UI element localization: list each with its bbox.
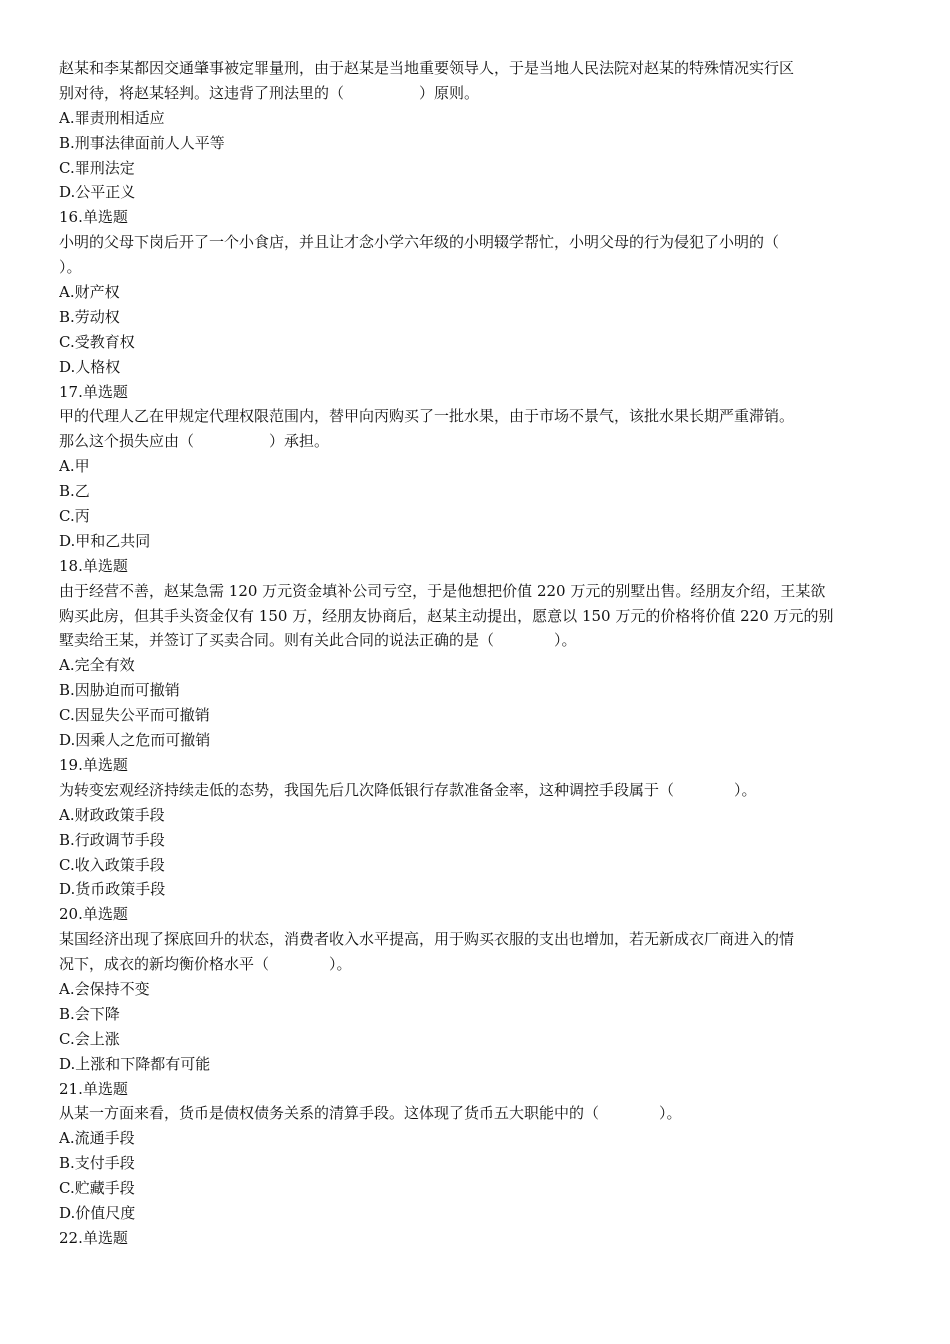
option-c: C.贮藏手段: [59, 1179, 135, 1198]
question-text-line: 墅卖给王某，并签订了买卖合同。则有关此合同的说法正确的是（ ）。: [59, 631, 577, 650]
option-d: D.货币政策手段: [59, 880, 166, 899]
question-text-line: 小明的父母下岗后开了一个小食店，并且让才念小学六年级的小明辍学帮忙，小明父母的行为侵犯了小明的（: [59, 233, 780, 252]
question-15-continued: [59, 56, 895, 205]
question-text-line: 甲的代理人乙在甲规定代理权限范围内，替甲向丙购买了一批水果，由于市场不景气，该批水果长期严重滞销。: [59, 407, 795, 426]
question-21: [59, 1077, 895, 1226]
option-c: C.收入政策手段: [59, 855, 165, 874]
question-text-line: 从某一方面来看，货币是债权债务关系的清算手段。这体现了货币五大职能中的（ ）。: [59, 1104, 682, 1123]
question-text-line: 那么这个损失应由（ ）承担。: [59, 432, 330, 451]
question-header: 21.单选题: [59, 1079, 128, 1098]
question-header: 19.单选题: [59, 755, 128, 774]
option-b: B.行政调节手段: [59, 830, 165, 849]
question-header: 20.单选题: [59, 905, 128, 924]
question-text-line: 赵某和李某都因交通肇事被定罪量刑，由于赵某是当地重要领导人，于是当地人民法院对赵某的特殊情况实行区: [59, 59, 795, 77]
option-d: D.人格权: [59, 357, 121, 376]
question-16: [59, 205, 895, 379]
question-18: [59, 554, 895, 753]
option-c: C.罪刑法定: [59, 158, 135, 177]
option-b: B.因胁迫而可撤销: [59, 681, 180, 700]
question-header: 17.单选题: [59, 382, 128, 401]
option-d: D.因乘人之危而可撤销: [59, 731, 211, 750]
question-19: [59, 753, 895, 902]
option-c: C.丙: [59, 507, 90, 526]
question-20: [59, 902, 895, 1076]
question-header: 18.单选题: [59, 556, 128, 575]
question-text-line: 购买此房，但其手头资金仅有 150 万，经朋友协商后，赵某主动提出，愿意以 150 万元的价格将价值 220 万元的别: [59, 606, 834, 625]
question-text-line: 为转变宏观经济持续走低的态势，我国先后几次降低银行存款准备金率，这种调控手段属于（ ）。: [59, 780, 757, 799]
option-b: B.刑事法律面前人人平等: [59, 133, 225, 152]
question-17: [59, 380, 895, 554]
option-d: D.上涨和下降都有可能: [59, 1054, 211, 1073]
option-c: C.会上涨: [59, 1029, 120, 1048]
document-page: [59, 56, 895, 1251]
option-b: B.支付手段: [59, 1154, 135, 1173]
question-header: 16.单选题: [59, 208, 128, 227]
question-text-line: ）。: [59, 258, 82, 277]
option-a: A.会保持不变: [59, 979, 150, 998]
option-a: A.财政政策手段: [59, 805, 165, 824]
question-text-line: 别对待，将赵某轻判。这违背了刑法里的（ ）原则。: [59, 83, 480, 102]
option-b: B.会下降: [59, 1004, 120, 1023]
option-a: A.流通手段: [59, 1129, 135, 1148]
option-d: D.甲和乙共同: [59, 531, 151, 550]
option-c: C.受教育权: [59, 332, 135, 351]
question-text-line: 某国经济出现了探底回升的状态，消费者收入水平提高，用于购买衣服的支出也增加，若无新成衣厂商进入的情: [59, 930, 795, 949]
question-header: 22.单选题: [59, 1228, 128, 1247]
option-d: D.公平正义: [59, 183, 136, 202]
option-a: A.完全有效: [59, 656, 135, 675]
option-d: D.价值尺度: [59, 1203, 136, 1222]
option-a: A.罪责刑相适应: [59, 108, 165, 127]
option-b: B.乙: [59, 482, 90, 501]
option-a: A.财产权: [59, 283, 120, 302]
option-b: B.劳动权: [59, 307, 120, 326]
question-text-line: 况下，成衣的新均衡价格水平（ ）。: [59, 955, 352, 974]
question-22: [59, 1226, 895, 1251]
option-c: C.因显失公平而可撤销: [59, 706, 210, 725]
question-text-line: 由于经营不善，赵某急需 120 万元资金填补公司亏空，于是他想把价值 220 万元的别墅出售。经朋友介绍，王某欲: [59, 581, 826, 600]
option-a: A.甲: [59, 457, 90, 476]
